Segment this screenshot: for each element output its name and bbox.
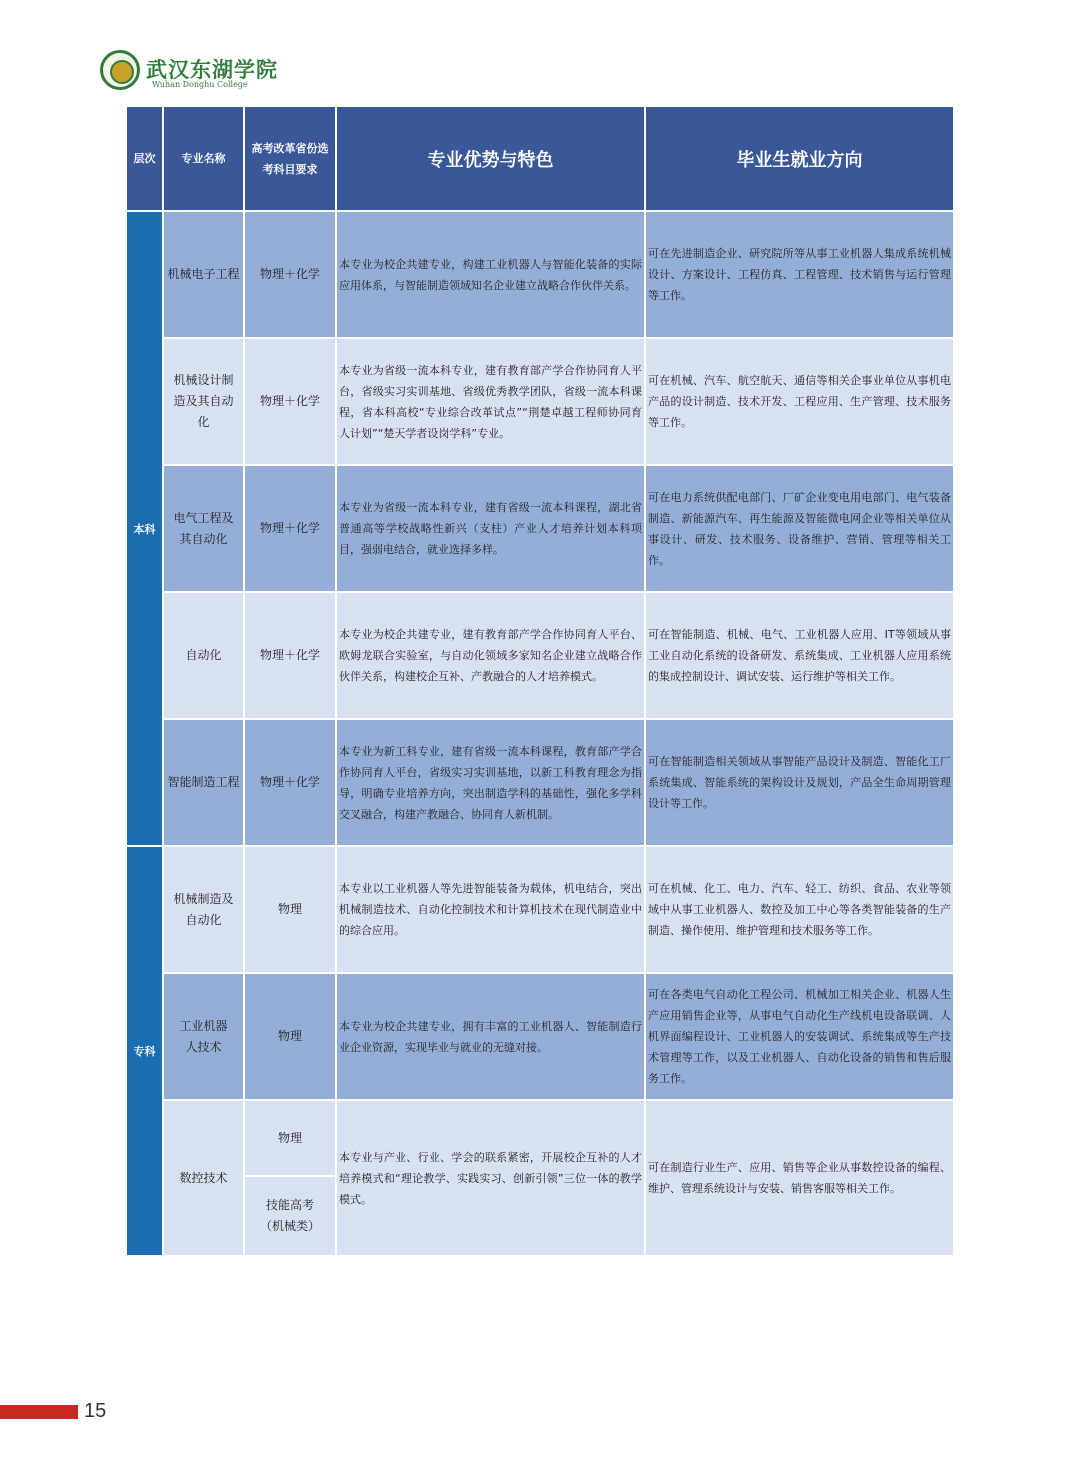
subject-requirement: 物理＋化学 — [244, 592, 336, 719]
subject-requirement: 物理 — [244, 973, 336, 1100]
header-advantages: 专业优势与特色 — [336, 106, 645, 211]
employment-direction: 可在机械、化工、电力、汽车、轻工、纺织、食品、农业等领域中从事工业机器人、数控及加工中心等各类智能装备的生产制造、操作使用、维护管理和技术服务等工作。 — [645, 846, 954, 973]
major-name: 机械电子工程 — [163, 211, 244, 338]
employment-direction: 可在智能制造相关领域从事智能产品设计及制造、智能化工厂系统集成、智能系统的架构设计及规划，产品全生命周期管理设计等工作。 — [645, 719, 954, 846]
table-row — [126, 719, 954, 846]
major-advantages: 本专业为省级一流本科专业，建有省级一流本科课程，湖北省普通高等学校战略性新兴（支柱）产业人才培养计划本科项目，强弱电结合，就业选择多样。 — [336, 465, 645, 592]
major-name: 智能制造工程 — [163, 719, 244, 846]
major-advantages: 本专业为校企共建专业，拥有丰富的工业机器人、智能制造行业企业资源，实现毕业与就业的无缝对接。 — [336, 973, 645, 1100]
college-emblem-icon — [100, 50, 140, 90]
table-row — [126, 465, 954, 592]
major-advantages: 本专业为校企共建专业，建有教育部产学合作协同育人平台、欧姆龙联合实验室，与自动化领域多家知名企业建立战略合作伙伴关系，构建校企互补、产教融合的人才培养模式。 — [336, 592, 645, 719]
major-name: 数控技术 — [163, 1100, 244, 1256]
subject-requirement: 物理＋化学 — [244, 338, 336, 465]
header-subjects: 高考改革省份选考科目要求 — [244, 106, 336, 211]
table-row — [126, 592, 954, 719]
major-advantages: 本专业为校企共建专业，构建工业机器人与智能化装备的实际应用体系，与智能制造领域知名企业建立战略合作伙伴关系。 — [336, 211, 645, 338]
major-advantages: 本专业为省级一流本科专业，建有教育部产学合作协同育人平台，省级实习实训基地、省级优秀教学团队，省级一流本科课程，省本科高校“专业综合改革试点”“荆楚卓越工程师协同育人计划”“楚天学者设岗学科”专业。 — [336, 338, 645, 465]
subject-requirement: 物理＋化学 — [244, 211, 336, 338]
college-name-en: Wuhan Donghu College — [152, 80, 248, 89]
majors-table — [125, 105, 955, 1257]
college-name-cn: 武汉东湖学院 — [146, 57, 278, 82]
employment-direction: 可在各类电气自动化工程公司、机械加工相关企业、机器人生产应用销售企业等，从事电气自动化生产线机电设备联调、人机界面编程设计、工业机器人的安装调试、系统集成等生产技术管理等工作，以及工业机器人、自动化设备的销售和售后服务工作。 — [645, 973, 954, 1100]
page-number-bar — [0, 1405, 78, 1419]
header-major: 专业名称 — [163, 106, 244, 211]
employment-direction: 可在电力系统供配电部门、厂矿企业变电用电部门、电气装备制造、新能源汽车、再生能源及智能微电网企业等相关单位从事设计、研发、技术服务、设备维护、营销、管理等相关工作。 — [645, 465, 954, 592]
employment-direction: 可在机械、汽车、航空航天、通信等相关企事业单位从事机电产品的设计制造、技术开发、工程应用、生产管理、技术服务等工作。 — [645, 338, 954, 465]
level-vocational: 专科 — [126, 846, 163, 1256]
table-header-row — [126, 106, 954, 211]
college-logo — [100, 50, 278, 92]
subject-requirement: 物理 — [244, 846, 336, 973]
employment-direction: 可在智能制造、机械、电气、工业机器人应用、IT等领域从事工业自动化系统的设备研发、系统集成、工业机器人应用系统的集成控制设计、调试安装、运行维护等相关工作。 — [645, 592, 954, 719]
table-row — [126, 1100, 954, 1176]
major-advantages: 本专业以工业机器人等先进智能装备为载体，机电结合，突出机械制造技术、自动化控制技术和计算机技术在现代制造业中的综合应用。 — [336, 846, 645, 973]
major-name: 自动化 — [163, 592, 244, 719]
table-row — [126, 211, 954, 338]
header-level: 层次 — [126, 106, 163, 211]
major-advantages: 本专业与产业、行业、学会的联系紧密，开展校企互补的人才培养模式和“理论教学、实践实习、创新引领”三位一体的教学模式。 — [336, 1100, 645, 1256]
table-row — [126, 338, 954, 465]
subject-requirement: 物理 — [244, 1100, 336, 1176]
subject-requirement: 物理＋化学 — [244, 719, 336, 846]
table-row — [126, 846, 954, 973]
major-advantages: 本专业为新工科专业，建有省级一流本科课程，教育部产学合作协同育人平台，省级实习实训基地，以新工科教育理念为指导，明确专业培养方向，突出制造学科的基础性，强化多学科交叉融合，构建产教融合、协同育人新机制。 — [336, 719, 645, 846]
subject-requirement: 物理＋化学 — [244, 465, 336, 592]
header-employment: 毕业生就业方向 — [645, 106, 954, 211]
page-number: 15 — [84, 1400, 107, 1422]
major-name: 机械制造及自动化 — [163, 846, 244, 973]
employment-direction: 可在先进制造企业、研究院所等从事工业机器人集成系统机械设计、方案设计、工程仿真、工程管理、技术销售与运行管理等工作。 — [645, 211, 954, 338]
table-row — [126, 973, 954, 1100]
subject-requirement-alt: 技能高考（机械类） — [244, 1176, 336, 1256]
employment-direction: 可在制造行业生产、应用、销售等企业从事数控设备的编程、维护、管理系统设计与安装、销售客服等相关工作。 — [645, 1100, 954, 1256]
level-undergraduate: 本科 — [126, 211, 163, 846]
major-name: 电气工程及其自动化 — [163, 465, 244, 592]
major-name: 机械设计制造及其自动化 — [163, 338, 244, 465]
major-name: 工业机器人技术 — [163, 973, 244, 1100]
